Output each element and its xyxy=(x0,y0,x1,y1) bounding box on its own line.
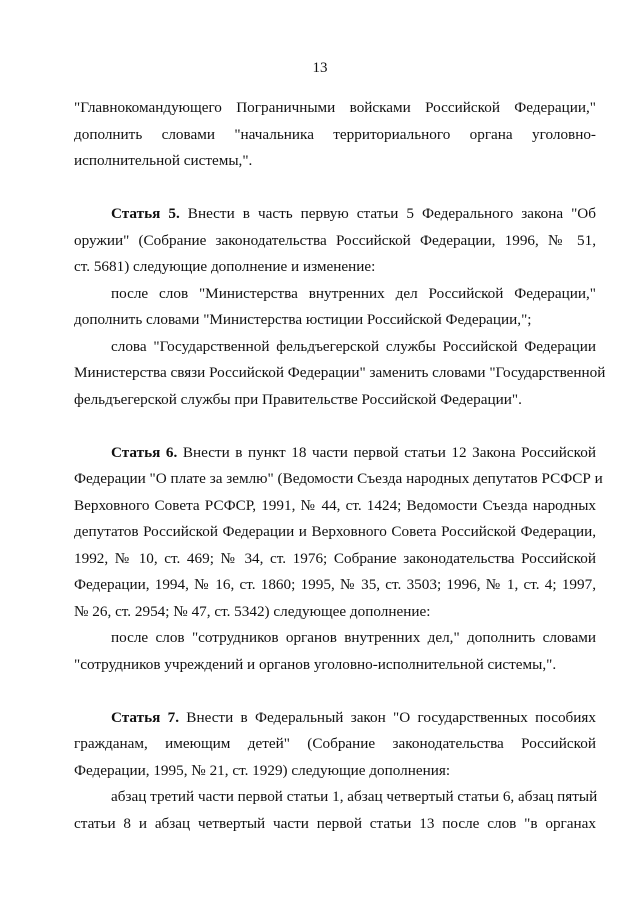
text-line xyxy=(74,625,596,652)
line-text: 1992, № 10, ст. 469; № 34, ст. 1976; Собрание законодательства Российской xyxy=(74,549,596,567)
text-line xyxy=(74,546,596,573)
text-line xyxy=(74,387,596,414)
line-text: Федерации, 1995, № 21, ст. 1929) следующие дополнения: xyxy=(74,761,451,779)
text-line xyxy=(74,201,596,228)
text-line xyxy=(74,148,596,175)
line-text: Внести в пункт 18 части первой статьи 12 Закона Российской xyxy=(177,443,596,461)
line-text: исполнительной системы,". xyxy=(74,152,253,169)
text-line xyxy=(74,254,596,281)
text-line xyxy=(74,440,596,467)
line-text: фельдъегерской службы при Правительстве Российской Федерации". xyxy=(74,390,522,408)
text-line xyxy=(74,228,596,255)
line-text: депутатов Российской Федерации и Верховного Совета Российской Федерации, xyxy=(74,523,596,540)
text-line xyxy=(74,572,596,599)
line-text: дополнить словами "начальника территориального органа уголовно- xyxy=(74,125,596,143)
line-text: "Главнокомандующего Пограничными войсками Российской Федерации," xyxy=(74,99,596,116)
text-line xyxy=(74,493,596,520)
text-line xyxy=(74,466,603,493)
text-line xyxy=(74,731,596,758)
text-line xyxy=(74,784,596,811)
line-text: Внести в часть первую статьи 5 Федерального закона "Об xyxy=(179,205,596,222)
line-text: после слов "Министерства внутренних дел Российской Федерации," xyxy=(111,284,596,302)
text-line xyxy=(74,334,596,361)
line-text: статьи 8 и абзац четвертый части первой статьи 13 после слов "в органах xyxy=(74,814,596,832)
line-text: после слов "сотрудников органов внутренних дел," дополнить словами xyxy=(111,629,596,646)
text-line xyxy=(74,652,596,679)
text-line xyxy=(74,360,606,387)
paragraph-gap xyxy=(74,413,596,440)
line-text: Федерации, 1994, № 16, ст. 1860; 1995, № 35, ст. 3503; 1996, № 1, ст. 4; 1997, xyxy=(74,576,596,593)
line-text: Внести в Федеральный закон "О государственных пособиях xyxy=(179,708,596,726)
line-text: Верховного Совета РСФСР, 1991, № 44, ст. 1424; Ведомости Съезда народных xyxy=(74,496,596,514)
text-line xyxy=(74,519,596,546)
line-text: Министерства связи Российской Федерации" заменить словами "Государственной xyxy=(74,364,606,381)
text-line xyxy=(74,122,596,149)
article-heading: Статья 6. xyxy=(111,443,178,461)
document-body xyxy=(74,95,606,837)
page-number: 13 xyxy=(312,60,328,76)
text-line xyxy=(74,758,596,785)
paragraph-gap xyxy=(74,175,596,202)
line-text: Федерации "О плате за землю" (Ведомости Съезда народных депутатов РСФСР и xyxy=(74,470,603,487)
line-text: "сотрудников учреждений и органов уголовно-исполнительной системы,". xyxy=(74,655,557,673)
text-line xyxy=(74,599,596,626)
paragraph-gap xyxy=(74,678,596,705)
text-line xyxy=(74,307,596,334)
line-text: абзац третий части первой статьи 1, абзац четвертый статьи 6, абзац пятый xyxy=(111,788,598,805)
line-text: № 26, ст. 2954; № 47, ст. 5342) следующее дополнение: xyxy=(74,602,431,620)
text-line xyxy=(74,705,596,732)
article-heading: Статья 5. xyxy=(111,205,180,222)
text-line xyxy=(74,281,596,308)
line-text: дополнить словами "Министерства юстиции Российской Федерации,"; xyxy=(74,311,532,328)
text-line xyxy=(74,95,596,122)
line-text: слова "Государственной фельдъегерской службы Российской Федерации xyxy=(111,337,596,355)
line-text: оружии" (Собрание законодательства Российской Федерации, 1996, № 51, xyxy=(74,231,596,249)
line-text: гражданам, имеющим детей" (Собрание законодательства Российской xyxy=(74,735,596,752)
article-heading: Статья 7. xyxy=(111,708,180,726)
text-line xyxy=(74,811,596,838)
line-text: ст. 5681) следующие дополнение и изменение: xyxy=(74,258,376,275)
